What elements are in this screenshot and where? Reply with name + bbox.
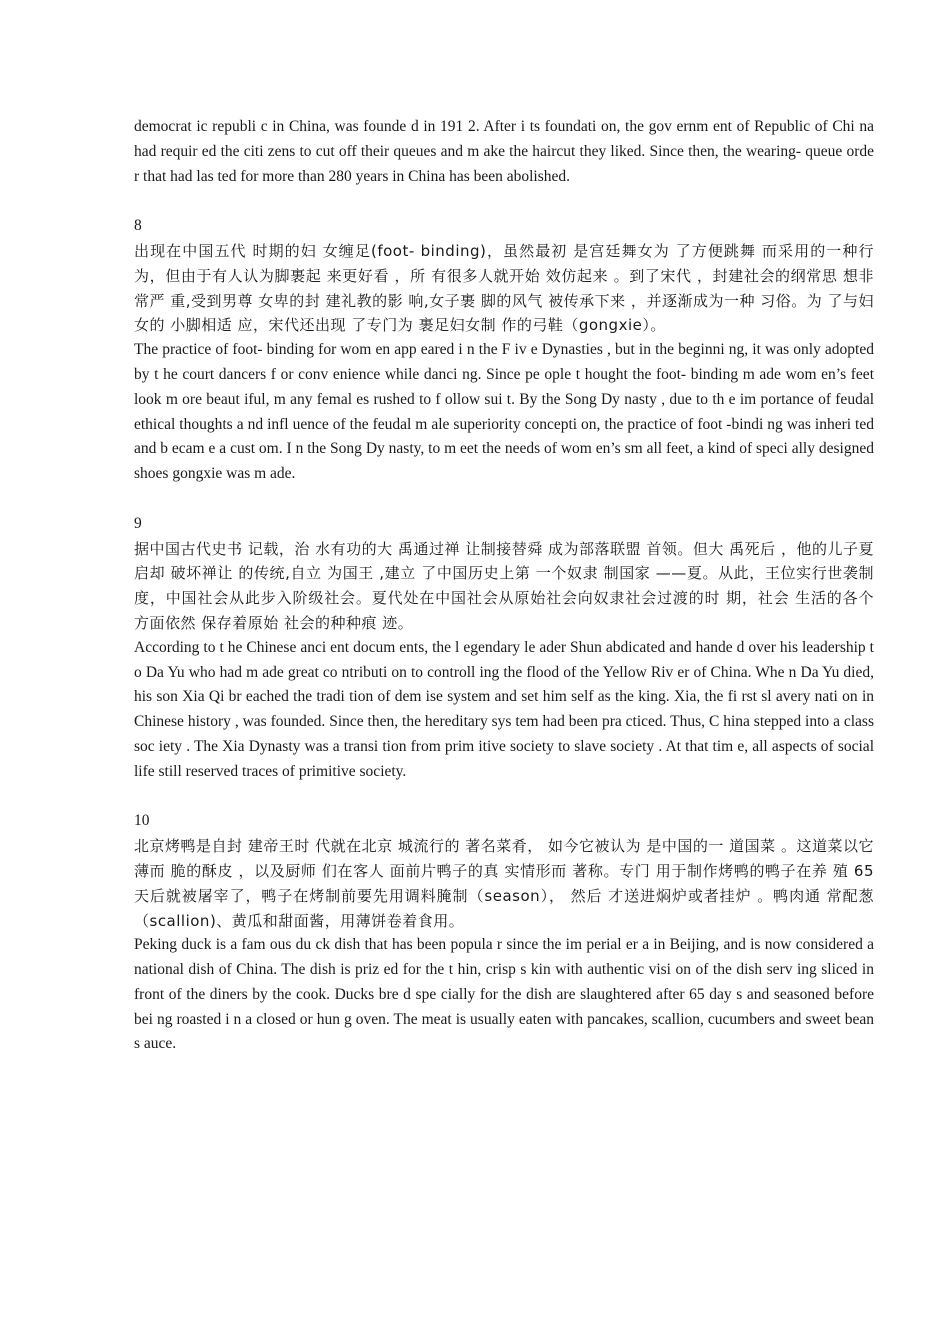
chinese-paragraph: 北京烤鸭是自封 建帝王时 代就在北京 城流行的 著名菜肴， 如今它被认为 是中国的一 道国菜 。这道菜以它薄而 脆的酥皮 ，以及厨师 们在客人 面前片鸭子的真 实情形而 著称。专门 用于制作烤鸭的鸭子在养 殖 65 天后就被屠宰了，鸭子在烤制前要先用调料腌制（season）， 然后 才送进焖炉或者挂炉 。鸭肉通 常配葱（scallion)、黄瓜和甜面酱，用薄饼卷着食用。 — [134, 837, 874, 930]
chinese-paragraph: 据中国古代史书 记载，治 水有功的大 禹通过禅 让制接替舜 成为部落联盟 首领。但大 禹死后 ，他的儿子夏启却 破坏禅让 的传统,自立 为国王 ,建立 了中国历史上第 一个奴隶 制国家 ——夏。从此，王位实行世袭制度，中国社会从此步入阶级社会。夏代处在中国社会从原始社会向奴隶社会过渡的时 期，社会 生活的各个 方面依然 保存着原始 社会的种种痕 迹。 — [134, 539, 874, 632]
section-number: 10 — [134, 812, 150, 830]
intro-paragraph-english: democrat ic republi c in China, was founde d in 191 2. After i ts foundati on, the gov ernm ent of Republic of Chi na had requir ed the citi zens to cut off their queues and m ake the haircut they liked. Since then, the wearing- queue orde r that had las ted for more than 280 years in China has been abolished. — [134, 118, 874, 185]
section-8 — [134, 214, 874, 487]
section-number: 9 — [134, 514, 142, 532]
english-paragraph: The practice of foot- binding for wom en app eared i n the F iv e Dynasties , but in the beginni ng, it was only adopted by t he court dancers f or conv enience while danci ng. Since pe ople t hought the foot- binding m ade wom en’s feet look m ore beaut iful, m any femal es rushed to f ollow sui t. By the Song Dy nasty , due to th e im portance of feudal ethical thoughts a nd infl uence of the feudal m ale superiority concepti on, the practice of foot -bindi ng was inheri ted and b ecam e a cust om. I n the Song Dy nasty, to m eet the needs of wom en’s sm all feet, a kind of speci ally designed shoes gongxie was m ade. — [134, 341, 874, 483]
section-10 — [134, 809, 874, 1057]
english-paragraph: Peking duck is a fam ous du ck dish that has been popula r since the im perial er a in Beijing, and is now considered a national dish of China. The dish is priz ed for the t hin, crisp s kin with authentic visi on of the dish serv ing sliced in front of the diners by the cook. Ducks bre d spe cially for the dish are slaughtered after 65 day s and seasoned before bei ng roasted i n a closed or hun g oven. The meat is usually eaten with pancakes, scallion, cucumbers and sweet bean s auce. — [134, 936, 874, 1053]
chinese-paragraph: 出现在中国五代 时期的妇 女缠足(foot- binding)，虽然最初 是宫廷舞女为 了方便跳舞 而采用的一种行为，但由于有人认为脚裹起 来更好看 ，所 有很多人就开始 效仿起来 。到了宋代 ，封建社会的纲常思 想非常严 重,受到男尊 女卑的封 建礼教的影 响,女子裹 脚的风气 被传承下来 ，并逐渐成为一种 习俗。为 了与妇女的 小脚相适 应，宋代还出现 了专门为 裹足妇女制 作的弓鞋（gongxie）。 — [134, 241, 874, 335]
english-paragraph: According to t he Chinese anci ent docum ents, the l egendary le ader Shun abdicated and hande d over his leadership t o Da Yu who had m ade great co ntributi on to controll ing the flood of the Yellow Riv er of China. Whe n Da Yu died, his son Xia Qi br eached the tradi tion of dem ise system and set him self as the king. Xia, the fi rst sl avery nati on in Chinese history , was founded. Since then, the hereditary sys tem had been pra cticed. Thus, C hina stepped into a class soc iety . The Xia Dynasty was a transi tion from prim itive society to slave society . At that tim e, all aspects of social life still reserved traces of primitive society. — [134, 638, 874, 780]
document-page — [134, 115, 874, 1057]
section-9 — [134, 512, 874, 785]
section-number: 8 — [134, 217, 142, 235]
